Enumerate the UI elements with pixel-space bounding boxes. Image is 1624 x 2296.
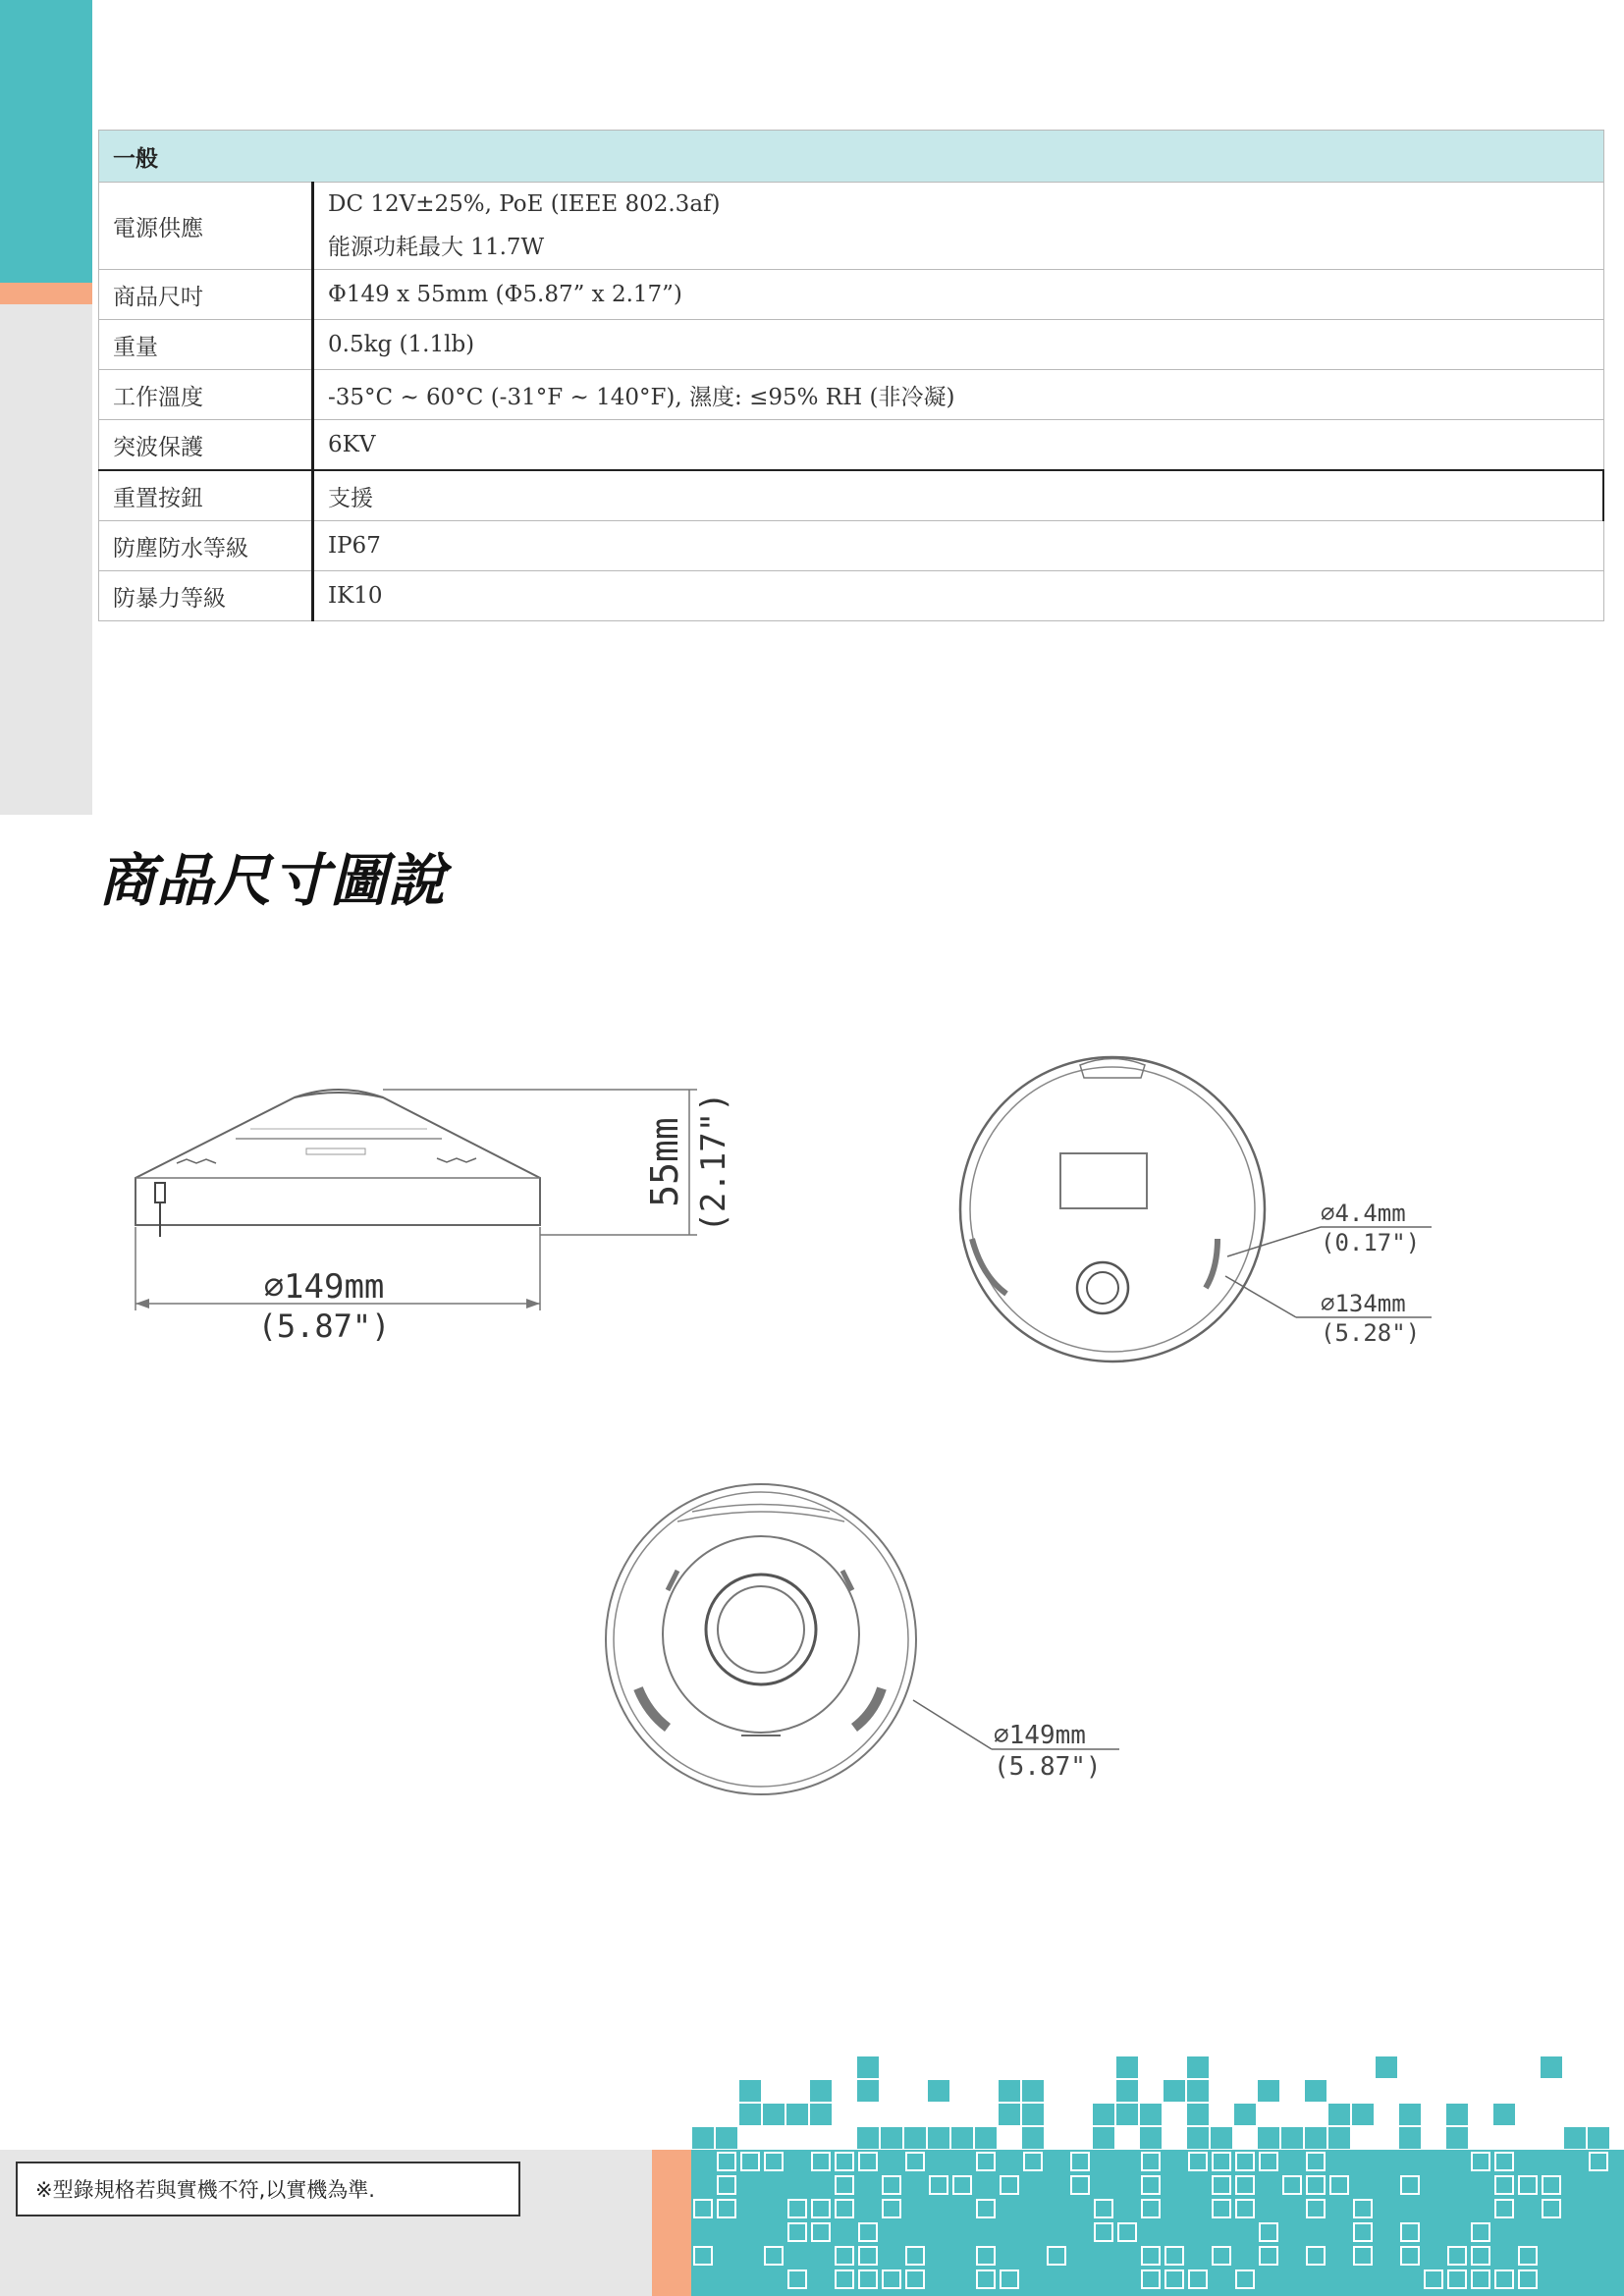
pixel-square [975, 2127, 997, 2149]
pixel-square [1352, 2104, 1374, 2125]
pixel-square [1116, 2080, 1138, 2102]
pixel-square [1399, 2127, 1421, 2149]
pixel-square [1022, 2104, 1044, 2125]
pixel-square [1116, 2104, 1138, 2125]
pixel-square [1305, 2127, 1326, 2149]
pixel-square [1446, 2104, 1468, 2125]
spec-value: IK10 [313, 571, 1604, 621]
pixel-square [928, 2127, 949, 2149]
pixel-square [928, 2080, 949, 2102]
pixel-square [1493, 2104, 1515, 2125]
pixel-square [810, 2104, 832, 2125]
spec-label: 工作溫度 [99, 370, 313, 420]
pixel-square [1541, 2056, 1562, 2078]
spec-value-line: DC 12V±25%, PoE (IEEE 802.3af) [328, 191, 721, 217]
pixel-square [1022, 2080, 1044, 2102]
dimension-section-title: 商品尺寸圖說 [98, 847, 447, 914]
pixel-square [786, 2104, 808, 2125]
pixel-square [1022, 2127, 1044, 2149]
spec-label: 重量 [99, 320, 313, 370]
pixel-square [881, 2127, 902, 2149]
pixel-square [810, 2080, 832, 2102]
pixel-square [857, 2127, 879, 2149]
pixel-square [1305, 2080, 1326, 2102]
pixel-square [904, 2127, 926, 2149]
pixel-square [1093, 2127, 1114, 2149]
spec-value: -35°C ~ 60°C (-31°F ~ 140°F), 濕度: ≤95% RH (非冷凝) [313, 370, 1604, 420]
top-diameter-in: (5.87") [994, 1752, 1102, 1782]
spec-value: IP67 [313, 521, 1604, 571]
pixel-square [1234, 2104, 1256, 2125]
pixel-square [716, 2127, 737, 2149]
pixel-square [692, 2127, 714, 2149]
side-width-in: (5.87") [257, 1308, 391, 1345]
spec-label: 突波保護 [99, 420, 313, 471]
spec-label: 防暴力等級 [99, 571, 313, 621]
pixel-square [1399, 2104, 1421, 2125]
pixel-square [999, 2104, 1020, 2125]
side-height-in: (2.17") [694, 1092, 733, 1233]
pixel-square [1164, 2080, 1185, 2102]
pixel-square [951, 2127, 973, 2149]
bottom-pcd-mm: ∅134mm [1321, 1290, 1406, 1317]
pixel-square [1446, 2127, 1468, 2149]
spec-value: Φ149 x 55mm (Φ5.87” x 2.17”) [313, 270, 1604, 320]
pixel-square [999, 2080, 1020, 2102]
pixel-square [1564, 2127, 1586, 2149]
pixel-square [1376, 2056, 1397, 2078]
spec-label: 電源供應 [99, 183, 313, 270]
spec-value: 支援 [313, 470, 1604, 521]
pixel-square [1140, 2104, 1162, 2125]
bottom-pcd-in: (5.28") [1321, 1319, 1421, 1347]
pixel-square [1187, 2080, 1209, 2102]
spec-label: 防塵防水等級 [99, 521, 313, 571]
pixel-square [1187, 2104, 1209, 2125]
spec-label: 商品尺吋 [99, 270, 313, 320]
pixel-square [1281, 2127, 1303, 2149]
pixel-square [1093, 2104, 1114, 2125]
pixel-square [1211, 2127, 1232, 2149]
pixel-square [1258, 2127, 1279, 2149]
bottom-hole-in: (0.17") [1321, 1229, 1421, 1256]
pixel-square [857, 2056, 879, 2078]
top-diameter-mm: ∅149mm [994, 1721, 1086, 1750]
bottom-hole-mm: ∅4.4mm [1321, 1200, 1406, 1227]
pixel-square [857, 2080, 879, 2102]
pixel-square [1116, 2056, 1138, 2078]
pixel-square [1328, 2104, 1350, 2125]
pixel-square [1258, 2080, 1279, 2102]
pixel-square [1140, 2127, 1162, 2149]
pixel-square [739, 2080, 761, 2102]
pixel-square [1187, 2127, 1209, 2149]
pixel-square [1588, 2127, 1609, 2149]
side-width-mm: ∅149mm [263, 1267, 385, 1307]
spec-value: 6KV [313, 420, 1604, 471]
spec-label: 重置按鈕 [99, 470, 313, 521]
pixel-square [1328, 2127, 1350, 2149]
pixel-square [1187, 2056, 1209, 2078]
spec-value: 0.5kg (1.1lb) [313, 320, 1604, 370]
pixel-square [739, 2104, 761, 2125]
spec-header-label: 一般 [99, 131, 1604, 183]
side-height-mm: 55mm [643, 1117, 686, 1207]
footer-note: ※型錄規格若與實機不符,以實機為準. [16, 2162, 520, 2216]
spec-value-line: 能源功耗最大 11.7W [328, 235, 545, 260]
pixel-square [763, 2104, 785, 2125]
